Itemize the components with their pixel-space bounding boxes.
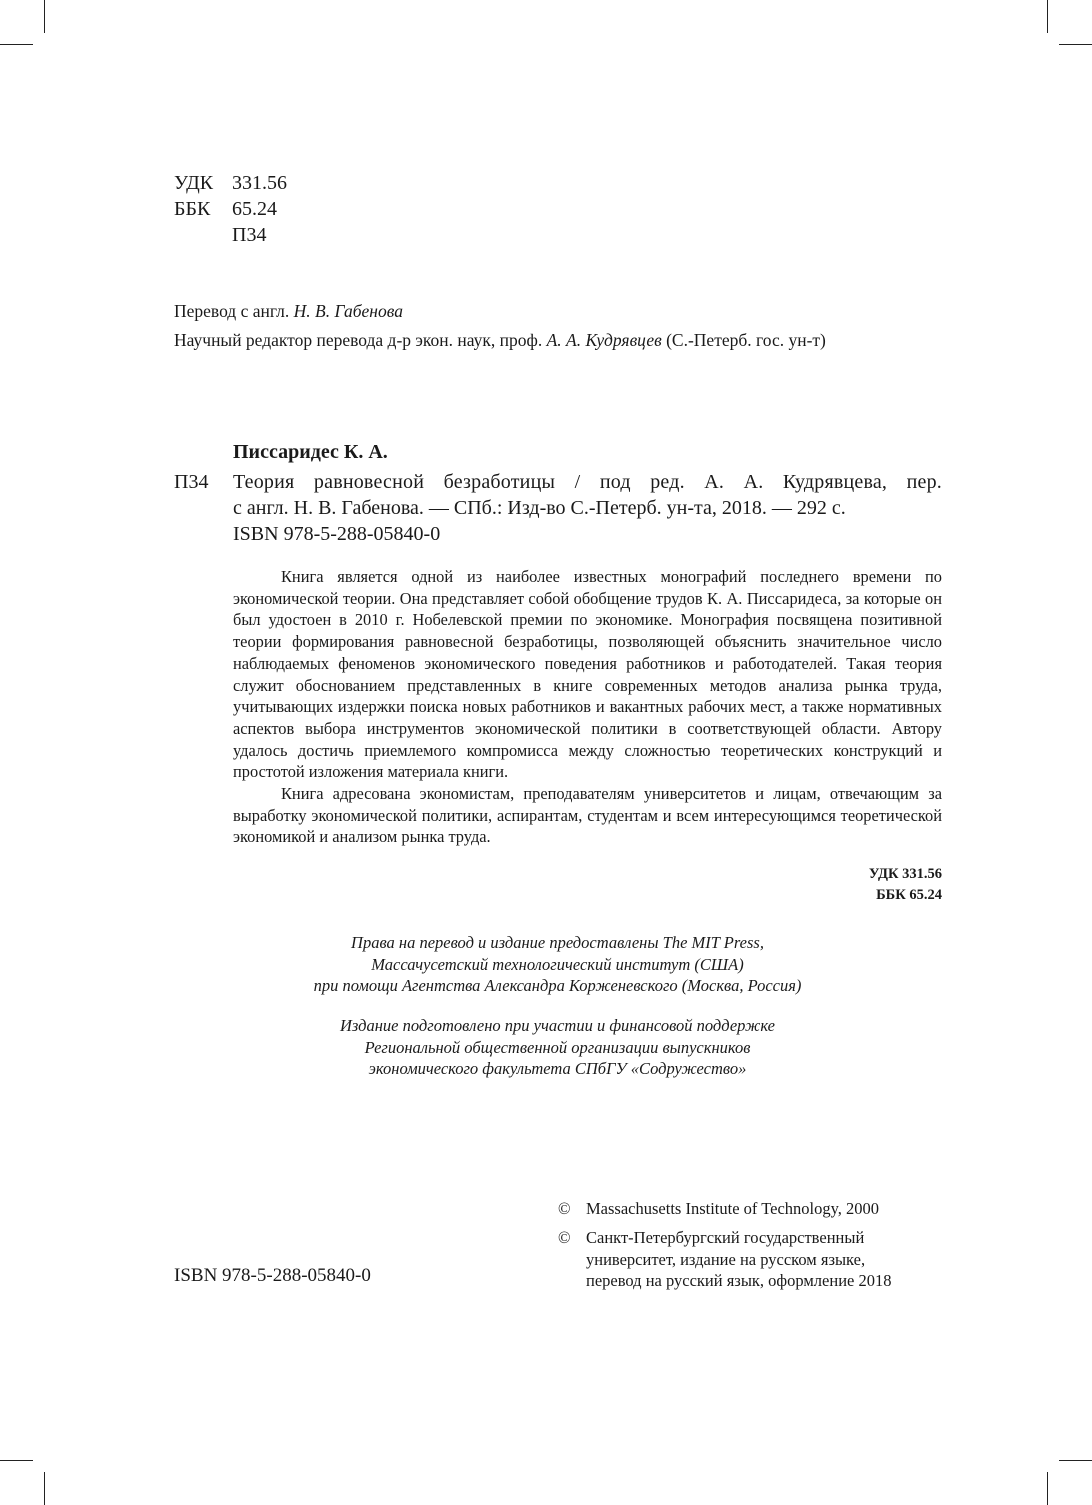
copyright-icon: © [558,1228,571,1247]
crop-mark-bottom-right-v [1047,1472,1048,1505]
editor-line: Научный редактор перевода д-р экон. наук, проф. А. А. Кудрявцев (С.-Петерб. гос. ун-т) [174,330,826,350]
crop-mark-top-left-v [44,0,45,33]
crop-mark-bottom-left-v [44,1472,45,1505]
udk-value: 331.56 [232,172,287,194]
crop-mark-bottom-right-h [1059,1460,1092,1461]
codes-bbk: ББК 65.24 [876,887,942,903]
crop-mark-top-right-h [1059,44,1092,45]
codes-block [869,864,942,906]
author-sign: П34 [232,224,267,246]
isbn-bottom: ISBN 978-5-288-05840-0 [174,1265,371,1286]
annotation-paragraph: Книга адресована экономистам, преподавателям университетов и лицам, отвечающим за выработку экономической политики, аспирантам, студентам и всем интересующимся теоретической экономикой и анализом рынка труда. [233,784,942,847]
crop-mark-top-right-v [1047,0,1048,33]
copyright-spbu: © Санкт-Петербургский государственный университет, издание на русском языке, перевод на русский язык, оформление 2018 [558,1228,892,1290]
annotation [233,566,942,848]
crop-mark-bottom-left-h [0,1460,33,1461]
classification-block [174,170,287,248]
author-heading: Писсаридес К. А. [233,441,388,463]
copyright-mit: © Massachusetts Institute of Technology, 2000 [558,1199,880,1218]
bib-line-2: с англ. Н. В. Габенова. — СПб.: Изд-во С.-Петерб. ун-та, 2018. — 292 с. [233,497,846,519]
crop-mark-top-left-h [0,44,33,45]
bbk-label: ББК [174,198,211,220]
rights-block: Права на перевод и издание предоставлены The MIT Press, Массачусетский технологический институт (США) при помощи Агентства Александра Корженевского (Москва, Россия) [313,933,802,995]
copyright-icon: © [558,1199,571,1218]
bib-line-1: Теория равновесной безработицы / под ред. А. А. Кудрявцева, пер. [233,471,942,493]
annotation-paragraph: Книга является одной из наиболее известных монографий последнего времени по экономической теории. Она представляет собой обобщение трудов К. А. Писсаридеса, за которые он был удостоен в 2010 г. Нобелевской премии по экономике. Монография посвящена позитивной теории формирования равновесной безработицы, позволяющей объяснить значительное число наблюдаемых феноменов экономического поведения работников и работодателей. Такая теория служит обоснованием представленных в книге современных методов анализа рынка труда, учитывающих издержки поиска новых работников и вакантных рабочих мест, а также нормативных аспектов выбора инструментов экономической политики в соответствующей области. Автору удалось достичь приемлемого компромисса между сложностью теоретических конструкций и простотой изложения материала книги. [233,567,942,782]
bib-description [233,469,942,547]
translation-line: Перевод с англ. Н. В. Габенова [174,301,403,321]
bbk-value: 65.24 [232,198,277,220]
codes-udk: УДК 331.56 [868,866,942,882]
bib-sign: П34 [174,471,209,493]
bib-isbn: ISBN 978-5-288-05840-0 [233,523,441,545]
editor-name: А. А. Кудрявцев [546,330,662,350]
udk-label: УДК [174,172,214,194]
credits-block [174,297,826,355]
support-block: Издание подготовлено при участии и финансовой поддержке Региональной общественной организации выпускников экономического факультета СПбГУ «Содружество» [340,1016,775,1078]
translator-name: Н. В. Габенова [293,301,403,321]
